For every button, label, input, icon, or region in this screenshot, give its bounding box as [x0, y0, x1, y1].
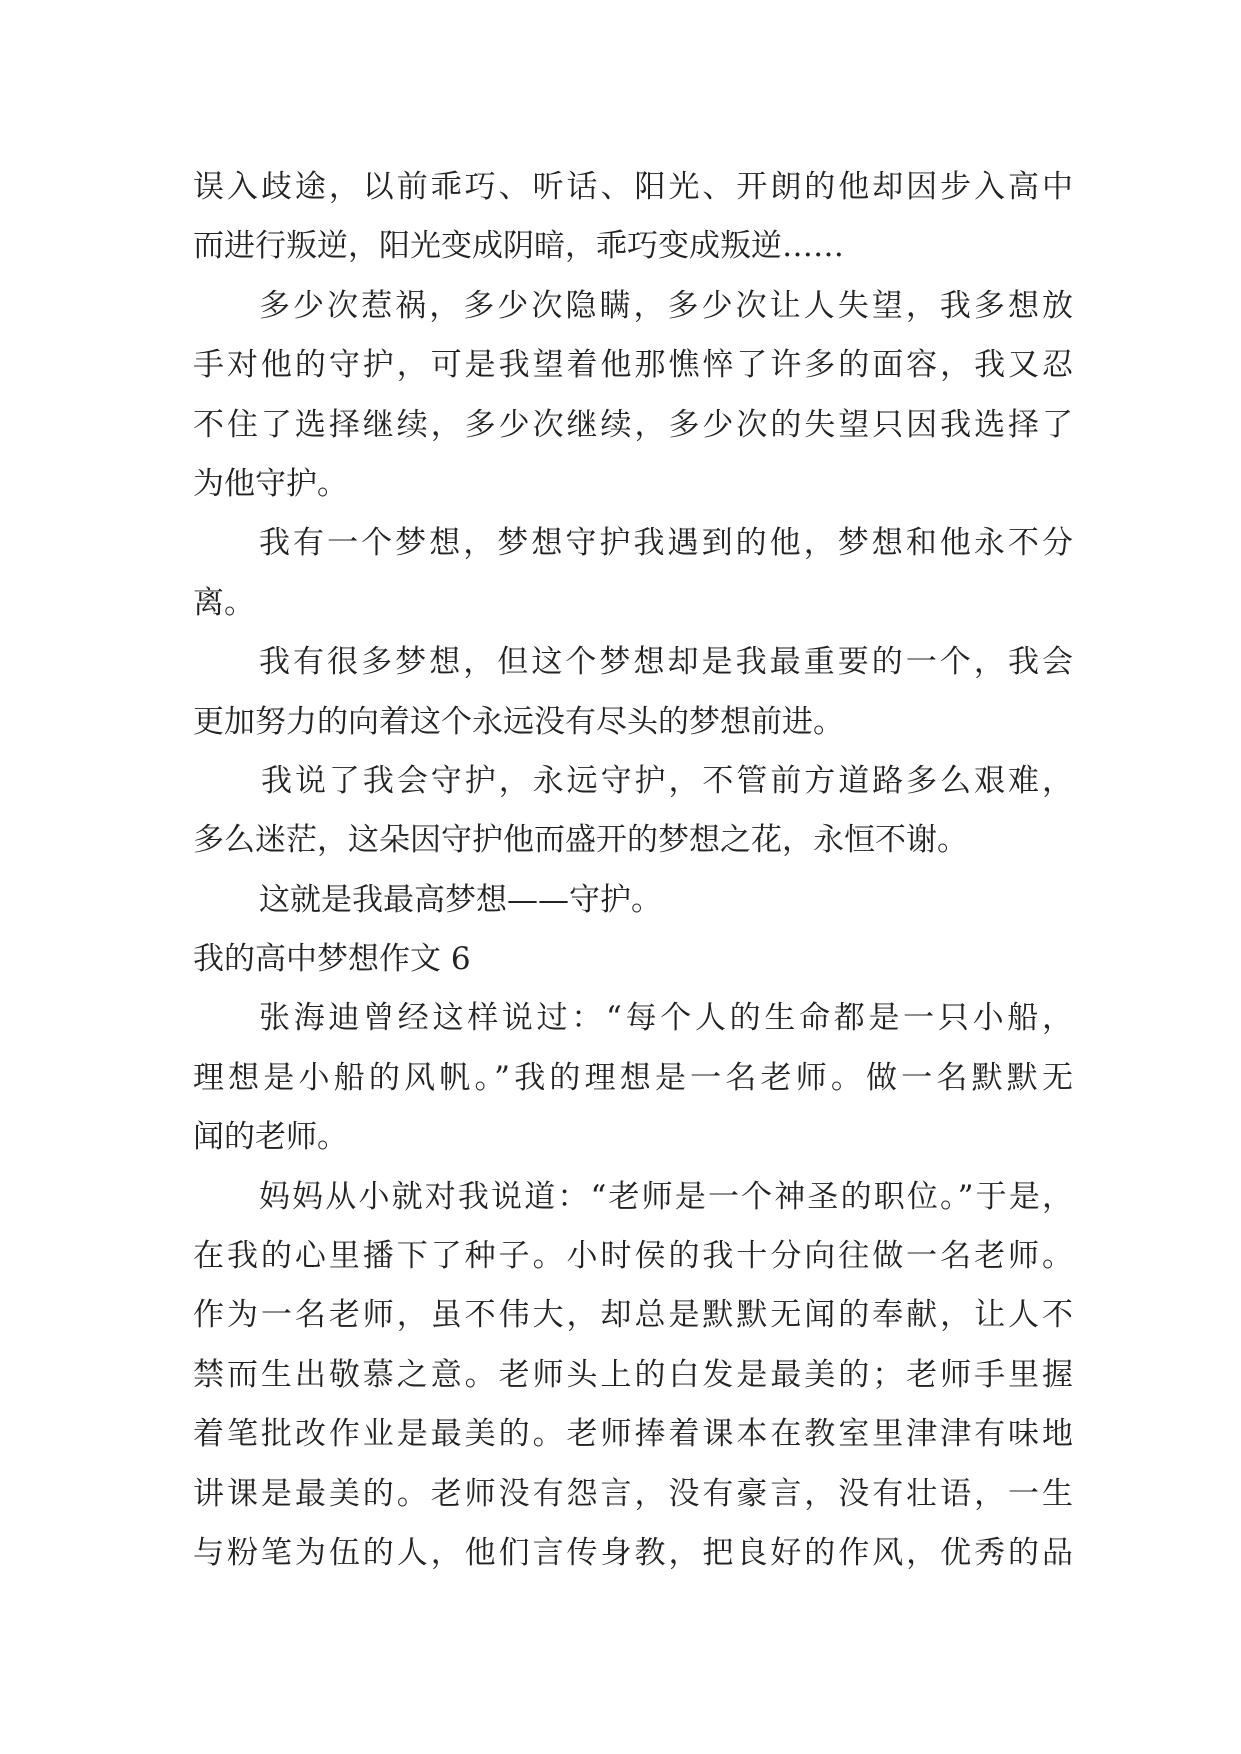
- essay-body: [193, 158, 1073, 1583]
- text-line: 作为一名老师，虽不伟大，却总是默默无闻的奉献，让人不: [193, 1297, 1073, 1334]
- text-line: 我有一个梦想，梦想守护我遇到的他，梦想和他永不分: [259, 525, 1073, 562]
- text-line: 离。: [193, 584, 255, 621]
- text-line: 禁而生出敬慕之意。老师头上的白发是最美的；老师手里握: [193, 1356, 1073, 1393]
- text-line: 理想是小船的风帆。”我的理想是一名老师。做一名默默无: [193, 1059, 1073, 1096]
- text-line: 在我的心里播下了种子。小时侯的我十分向往做一名老师。: [193, 1238, 1073, 1275]
- text-line: 多少次惹祸，多少次隐瞒，多少次让人失望，我多想放: [259, 287, 1073, 324]
- text-line: 张海迪曾经这样说过：“每个人的生命都是一只小船，: [259, 1000, 1073, 1037]
- section-heading: 我的高中梦想作文 6: [193, 941, 471, 978]
- text-line: 着笔批改作业是最美的。老师捧着课本在教室里津津有味地: [193, 1416, 1073, 1453]
- text-line: 多么迷茫，这朵因守护他而盛开的梦想之花，永恒不谢。: [193, 822, 968, 859]
- text-line: 妈妈从小就对我说道：“老师是一个神圣的职位。”于是，: [259, 1178, 1073, 1215]
- text-line: 为他守护。: [193, 465, 348, 502]
- text-line: 我说了我会守护，永远守护，不管前方道路多么艰难，: [261, 762, 1073, 799]
- text-line: 与粉笔为伍的人，他们言传身教，把良好的作风，优秀的品: [193, 1534, 1073, 1571]
- text-line: 讲课是最美的。老师没有怨言，没有豪言，没有壮语，一生: [193, 1475, 1073, 1512]
- text-line: 更加努力的向着这个永远没有尽头的梦想前进。: [193, 703, 844, 740]
- text-line: 不住了选择继续，多少次继续，多少次的失望只因我选择了: [193, 406, 1073, 443]
- text-line: 这就是我最高梦想——守护。: [259, 881, 662, 918]
- text-line: 而进行叛逆，阳光变成阴暗，乖巧变成叛逆……: [193, 228, 844, 265]
- text-line: 闻的老师。: [193, 1119, 348, 1156]
- text-line: 我有很多梦想，但这个梦想却是我最重要的一个，我会: [259, 644, 1073, 681]
- text-line: 误入歧途，以前乖巧、听话、阳光、开朗的他却因步入高中: [193, 169, 1073, 205]
- text-line: 手对他的守护，可是我望着他那憔悴了许多的面容，我又忍: [193, 347, 1073, 384]
